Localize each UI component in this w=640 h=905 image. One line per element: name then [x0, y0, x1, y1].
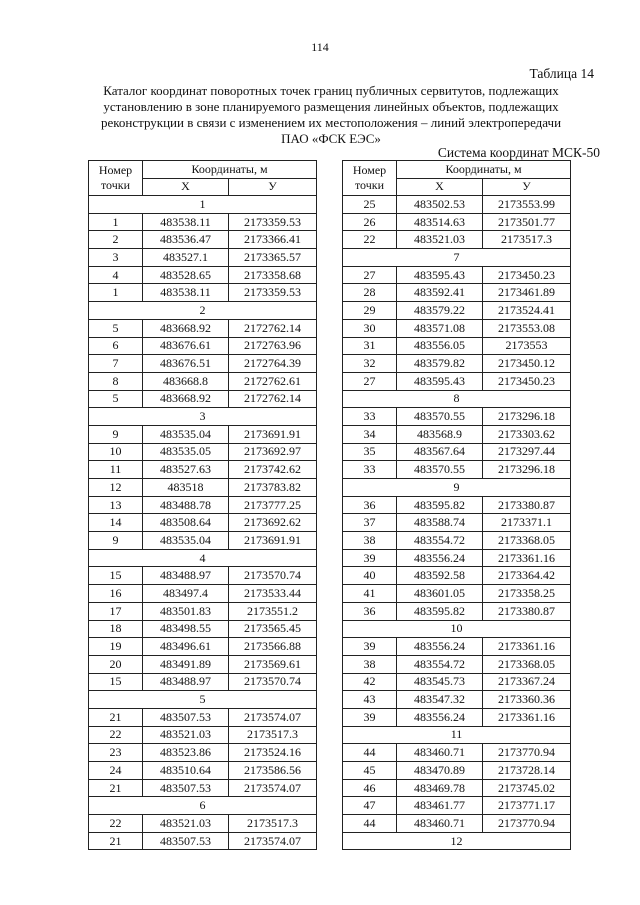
y-coordinate-cell: 2173501.77	[483, 213, 571, 231]
y-coordinate-cell: 2173371.1	[483, 514, 571, 532]
x-coordinate-cell: 483491.89	[143, 655, 229, 673]
point-number-cell: 22	[89, 815, 143, 833]
y-coordinate-cell: 2172763.96	[229, 337, 317, 355]
y-coordinate-cell: 2173566.88	[229, 638, 317, 656]
point-number-cell: 27	[343, 372, 397, 390]
y-coordinate-cell: 2173524.16	[229, 744, 317, 762]
group-number: 4	[89, 549, 317, 567]
x-coordinate-cell: 483508.64	[143, 514, 229, 532]
point-number-cell: 12	[89, 479, 143, 497]
y-coordinate-cell: 2173517.3	[483, 231, 571, 249]
y-coordinate-cell: 2173366.41	[229, 231, 317, 249]
table-row	[89, 744, 317, 762]
caption-line: установлению в зоне планируемого размещения линейных объектов, подлежащих	[103, 99, 559, 114]
group-number: 12	[343, 832, 571, 850]
x-coordinate-cell: 483676.51	[143, 355, 229, 373]
point-number-cell: 39	[343, 638, 397, 656]
point-number-cell: 42	[343, 673, 397, 691]
y-coordinate-cell: 2173569.61	[229, 655, 317, 673]
group-number: 9	[343, 479, 571, 497]
y-coordinate-cell: 2173692.97	[229, 443, 317, 461]
y-coordinate-cell: 2172762.14	[229, 390, 317, 408]
y-coordinate-cell: 2173570.74	[229, 673, 317, 691]
x-coordinate-cell: 483579.82	[397, 355, 483, 373]
point-number-cell: 13	[89, 496, 143, 514]
y-coordinate-cell: 2173553	[483, 337, 571, 355]
x-coordinate-cell: 483535.04	[143, 425, 229, 443]
x-coordinate-cell: 483595.43	[397, 266, 483, 284]
y-coordinate-cell: 2173574.07	[229, 779, 317, 797]
point-number-cell: 30	[343, 319, 397, 337]
x-coordinate-cell: 483668.92	[143, 390, 229, 408]
caption-line: ПАО «ФСК ЕЭС»	[281, 131, 381, 146]
point-number-cell: 47	[343, 797, 397, 815]
y-coordinate-cell: 2173368.05	[483, 655, 571, 673]
y-coordinate-cell: 2172762.14	[229, 319, 317, 337]
header-x: X	[397, 178, 483, 196]
table-row	[89, 266, 317, 284]
table-row	[89, 602, 317, 620]
group-row	[89, 408, 317, 426]
x-coordinate-cell: 483521.03	[143, 815, 229, 833]
coordinate-system-label: Система координат МСК-50	[437, 145, 600, 160]
point-number-cell: 23	[89, 744, 143, 762]
y-coordinate-cell: 2172762.61	[229, 372, 317, 390]
y-coordinate-cell: 2173574.07	[229, 832, 317, 850]
x-coordinate-cell: 483535.05	[143, 443, 229, 461]
y-coordinate-cell: 2173533.44	[229, 585, 317, 603]
x-coordinate-cell: 483521.03	[397, 231, 483, 249]
group-number: 2	[89, 302, 317, 320]
point-number-cell: 5	[89, 319, 143, 337]
x-coordinate-cell: 483461.77	[397, 797, 483, 815]
y-coordinate-cell: 2173745.02	[483, 779, 571, 797]
point-number-cell: 33	[343, 408, 397, 426]
table-row	[89, 514, 317, 532]
table-row	[89, 231, 317, 249]
table-row	[89, 638, 317, 656]
header-y: У	[229, 178, 317, 196]
x-coordinate-cell: 483497.4	[143, 585, 229, 603]
x-coordinate-cell: 483567.64	[397, 443, 483, 461]
point-number-cell: 14	[89, 514, 143, 532]
x-coordinate-cell: 483507.53	[143, 779, 229, 797]
table-row	[89, 779, 317, 797]
group-row	[89, 691, 317, 709]
table-row	[343, 266, 571, 284]
group-number: 11	[343, 726, 571, 744]
point-number-cell: 45	[343, 762, 397, 780]
x-coordinate-cell: 483554.72	[397, 532, 483, 550]
point-number-cell: 43	[343, 691, 397, 709]
x-coordinate-cell: 483595.82	[397, 602, 483, 620]
point-number-cell: 21	[89, 779, 143, 797]
point-number-cell: 6	[89, 337, 143, 355]
x-coordinate-cell: 483496.61	[143, 638, 229, 656]
group-row	[343, 390, 571, 408]
x-coordinate-cell: 483510.64	[143, 762, 229, 780]
table-row	[89, 708, 317, 726]
y-coordinate-cell: 2173297.44	[483, 443, 571, 461]
table-row	[89, 337, 317, 355]
y-coordinate-cell: 2173517.3	[229, 726, 317, 744]
x-coordinate-cell: 483676.61	[143, 337, 229, 355]
x-coordinate-cell: 483554.72	[397, 655, 483, 673]
coordinates-table-left	[88, 160, 317, 850]
table-row	[343, 355, 571, 373]
group-row	[89, 302, 317, 320]
coordinates-table-right	[342, 160, 571, 850]
header-point-number: Номер точки	[89, 161, 143, 196]
point-number-cell: 32	[343, 355, 397, 373]
point-number-cell: 41	[343, 585, 397, 603]
table-row	[89, 655, 317, 673]
y-coordinate-cell: 2173368.05	[483, 532, 571, 550]
point-number-cell: 1	[89, 213, 143, 231]
point-number-cell: 20	[89, 655, 143, 673]
group-row	[89, 549, 317, 567]
y-coordinate-cell: 2173380.87	[483, 602, 571, 620]
table-row	[343, 443, 571, 461]
x-coordinate-cell: 483588.74	[397, 514, 483, 532]
x-coordinate-cell: 483579.22	[397, 302, 483, 320]
point-number-cell: 44	[343, 744, 397, 762]
caption-line: реконструкции в связи с изменением их местоположения – линий электропередачи	[100, 115, 562, 130]
point-number-cell: 1	[89, 284, 143, 302]
x-coordinate-cell: 483547.32	[397, 691, 483, 709]
y-coordinate-cell: 2173574.07	[229, 708, 317, 726]
point-number-cell: 35	[343, 443, 397, 461]
group-row	[343, 620, 571, 638]
table-row	[343, 372, 571, 390]
x-coordinate-cell: 483538.11	[143, 284, 229, 302]
table-row	[343, 655, 571, 673]
group-row	[89, 797, 317, 815]
header-point-number: Номер точки	[343, 161, 397, 196]
x-coordinate-cell: 483592.58	[397, 567, 483, 585]
table-row	[89, 673, 317, 691]
group-row	[343, 832, 571, 850]
y-coordinate-cell: 2173553.08	[483, 319, 571, 337]
point-number-cell: 9	[89, 532, 143, 550]
y-coordinate-cell: 2173360.36	[483, 691, 571, 709]
group-number: 7	[343, 249, 571, 267]
x-coordinate-cell: 483668.8	[143, 372, 229, 390]
table-row	[89, 479, 317, 497]
table-row	[89, 372, 317, 390]
point-number-cell: 22	[89, 726, 143, 744]
x-coordinate-cell: 483570.55	[397, 461, 483, 479]
point-number-cell: 7	[89, 355, 143, 373]
x-coordinate-cell: 483535.04	[143, 532, 229, 550]
point-number-cell: 29	[343, 302, 397, 320]
table-row	[343, 638, 571, 656]
table-row	[343, 213, 571, 231]
x-coordinate-cell: 483536.47	[143, 231, 229, 249]
y-coordinate-cell: 2173524.41	[483, 302, 571, 320]
x-coordinate-cell: 483488.97	[143, 567, 229, 585]
y-coordinate-cell: 2173461.89	[483, 284, 571, 302]
table-row	[343, 708, 571, 726]
x-coordinate-cell: 483545.73	[397, 673, 483, 691]
table-row	[89, 496, 317, 514]
x-coordinate-cell: 483571.08	[397, 319, 483, 337]
x-coordinate-cell: 483601.05	[397, 585, 483, 603]
table-row	[89, 213, 317, 231]
table-row	[343, 284, 571, 302]
group-row	[343, 249, 571, 267]
y-coordinate-cell: 2173450.12	[483, 355, 571, 373]
table-row	[89, 832, 317, 850]
x-coordinate-cell: 483498.55	[143, 620, 229, 638]
point-number-cell: 39	[343, 549, 397, 567]
table-row	[89, 620, 317, 638]
x-coordinate-cell: 483523.86	[143, 744, 229, 762]
x-coordinate-cell: 483568.9	[397, 425, 483, 443]
point-number-cell: 38	[343, 532, 397, 550]
point-number-cell: 36	[343, 602, 397, 620]
table-row	[343, 691, 571, 709]
x-coordinate-cell: 483521.03	[143, 726, 229, 744]
group-number: 3	[89, 408, 317, 426]
table-row	[89, 726, 317, 744]
table-row	[343, 514, 571, 532]
point-number-cell: 27	[343, 266, 397, 284]
header-x: X	[143, 178, 229, 196]
table-row	[343, 196, 571, 214]
x-coordinate-cell: 483592.41	[397, 284, 483, 302]
table-row	[343, 461, 571, 479]
point-number-cell: 40	[343, 567, 397, 585]
table-row	[343, 797, 571, 815]
point-number-cell: 26	[343, 213, 397, 231]
point-number-cell: 34	[343, 425, 397, 443]
table-row	[89, 390, 317, 408]
group-number: 6	[89, 797, 317, 815]
x-coordinate-cell: 483668.92	[143, 319, 229, 337]
x-coordinate-cell: 483514.63	[397, 213, 483, 231]
table-row	[343, 567, 571, 585]
table-row	[89, 585, 317, 603]
x-coordinate-cell: 483556.24	[397, 708, 483, 726]
table-row	[343, 425, 571, 443]
header-y: У	[483, 178, 571, 196]
y-coordinate-cell: 2173553.99	[483, 196, 571, 214]
y-coordinate-cell: 2173692.62	[229, 514, 317, 532]
point-number-cell: 5	[89, 390, 143, 408]
y-coordinate-cell: 2173361.16	[483, 549, 571, 567]
x-coordinate-cell: 483556.24	[397, 549, 483, 567]
group-row	[343, 479, 571, 497]
x-coordinate-cell: 483460.71	[397, 815, 483, 833]
x-coordinate-cell: 483556.05	[397, 337, 483, 355]
table-row	[343, 408, 571, 426]
point-number-cell: 21	[89, 708, 143, 726]
group-number: 10	[343, 620, 571, 638]
table-row	[343, 779, 571, 797]
y-coordinate-cell: 2173728.14	[483, 762, 571, 780]
point-number-cell: 38	[343, 655, 397, 673]
point-number-cell: 46	[343, 779, 397, 797]
x-coordinate-cell: 483556.24	[397, 638, 483, 656]
table-row	[343, 815, 571, 833]
y-coordinate-cell: 2173771.17	[483, 797, 571, 815]
table-row	[89, 532, 317, 550]
table-row	[343, 744, 571, 762]
table-row	[343, 319, 571, 337]
x-coordinate-cell: 483507.53	[143, 832, 229, 850]
x-coordinate-cell: 483518	[143, 479, 229, 497]
point-number-cell: 28	[343, 284, 397, 302]
point-number-cell: 33	[343, 461, 397, 479]
point-number-cell: 8	[89, 372, 143, 390]
x-coordinate-cell: 483488.78	[143, 496, 229, 514]
point-number-cell: 15	[89, 673, 143, 691]
x-coordinate-cell: 483527.63	[143, 461, 229, 479]
y-coordinate-cell: 2173358.25	[483, 585, 571, 603]
point-number-cell: 21	[89, 832, 143, 850]
x-coordinate-cell: 483460.71	[397, 744, 483, 762]
group-row	[89, 196, 317, 214]
table-row	[343, 496, 571, 514]
header-coordinates: Координаты, м	[143, 161, 317, 179]
table-row	[343, 337, 571, 355]
point-number-cell: 36	[343, 496, 397, 514]
x-coordinate-cell: 483507.53	[143, 708, 229, 726]
y-coordinate-cell: 2173450.23	[483, 372, 571, 390]
y-coordinate-cell: 2173570.74	[229, 567, 317, 585]
y-coordinate-cell: 2173551.2	[229, 602, 317, 620]
table-row	[89, 443, 317, 461]
caption-line: Каталог координат поворотных точек границ публичных сервитутов, подлежащих	[103, 83, 559, 98]
group-number: 5	[89, 691, 317, 709]
y-coordinate-cell: 2173770.94	[483, 815, 571, 833]
group-number: 8	[343, 390, 571, 408]
y-coordinate-cell: 2173365.57	[229, 249, 317, 267]
y-coordinate-cell: 2173777.25	[229, 496, 317, 514]
x-coordinate-cell: 483595.43	[397, 372, 483, 390]
y-coordinate-cell: 2173296.18	[483, 408, 571, 426]
table-row	[89, 284, 317, 302]
table-row	[343, 231, 571, 249]
y-coordinate-cell: 2173691.91	[229, 532, 317, 550]
group-number: 1	[89, 196, 317, 214]
table-row	[89, 425, 317, 443]
x-coordinate-cell: 483501.83	[143, 602, 229, 620]
y-coordinate-cell: 2173359.53	[229, 213, 317, 231]
y-coordinate-cell: 2173586.56	[229, 762, 317, 780]
table-row	[89, 249, 317, 267]
x-coordinate-cell: 483528.65	[143, 266, 229, 284]
y-coordinate-cell: 2173783.82	[229, 479, 317, 497]
y-coordinate-cell: 2173361.16	[483, 708, 571, 726]
x-coordinate-cell: 483470.89	[397, 762, 483, 780]
y-coordinate-cell: 2173361.16	[483, 638, 571, 656]
point-number-cell: 2	[89, 231, 143, 249]
table-row	[89, 355, 317, 373]
point-number-cell: 44	[343, 815, 397, 833]
table-row	[89, 567, 317, 585]
point-number-cell: 3	[89, 249, 143, 267]
y-coordinate-cell: 2173691.91	[229, 425, 317, 443]
group-row	[343, 726, 571, 744]
y-coordinate-cell: 2173358.68	[229, 266, 317, 284]
table-row	[343, 602, 571, 620]
point-number-cell: 18	[89, 620, 143, 638]
y-coordinate-cell: 2173565.45	[229, 620, 317, 638]
point-number-cell: 17	[89, 602, 143, 620]
y-coordinate-cell: 2173359.53	[229, 284, 317, 302]
page-number: 114	[311, 40, 329, 54]
point-number-cell: 11	[89, 461, 143, 479]
point-number-cell: 16	[89, 585, 143, 603]
x-coordinate-cell: 483538.11	[143, 213, 229, 231]
y-coordinate-cell: 2173380.87	[483, 496, 571, 514]
y-coordinate-cell: 2173296.18	[483, 461, 571, 479]
table-caption	[96, 83, 566, 147]
table-row	[89, 815, 317, 833]
point-number-cell: 25	[343, 196, 397, 214]
point-number-cell: 37	[343, 514, 397, 532]
table-row	[89, 762, 317, 780]
table-label: Таблица 14	[529, 66, 594, 81]
y-coordinate-cell: 2172764.39	[229, 355, 317, 373]
y-coordinate-cell: 2173303.62	[483, 425, 571, 443]
table-row	[89, 461, 317, 479]
y-coordinate-cell: 2173367.24	[483, 673, 571, 691]
x-coordinate-cell: 483570.55	[397, 408, 483, 426]
y-coordinate-cell: 2173364.42	[483, 567, 571, 585]
y-coordinate-cell: 2173517.3	[229, 815, 317, 833]
point-number-cell: 22	[343, 231, 397, 249]
point-number-cell: 9	[89, 425, 143, 443]
table-row	[343, 532, 571, 550]
x-coordinate-cell: 483527.1	[143, 249, 229, 267]
point-number-cell: 24	[89, 762, 143, 780]
point-number-cell: 39	[343, 708, 397, 726]
y-coordinate-cell: 2173450.23	[483, 266, 571, 284]
x-coordinate-cell: 483502.53	[397, 196, 483, 214]
table-row	[343, 673, 571, 691]
point-number-cell: 4	[89, 266, 143, 284]
table-row	[343, 302, 571, 320]
table-row	[343, 549, 571, 567]
x-coordinate-cell: 483469.78	[397, 779, 483, 797]
point-number-cell: 10	[89, 443, 143, 461]
table-row	[89, 319, 317, 337]
x-coordinate-cell: 483488.97	[143, 673, 229, 691]
header-coordinates: Координаты, м	[397, 161, 571, 179]
point-number-cell: 19	[89, 638, 143, 656]
point-number-cell: 15	[89, 567, 143, 585]
table-row	[343, 585, 571, 603]
point-number-cell: 31	[343, 337, 397, 355]
table-row	[343, 762, 571, 780]
y-coordinate-cell: 2173742.62	[229, 461, 317, 479]
y-coordinate-cell: 2173770.94	[483, 744, 571, 762]
x-coordinate-cell: 483595.82	[397, 496, 483, 514]
